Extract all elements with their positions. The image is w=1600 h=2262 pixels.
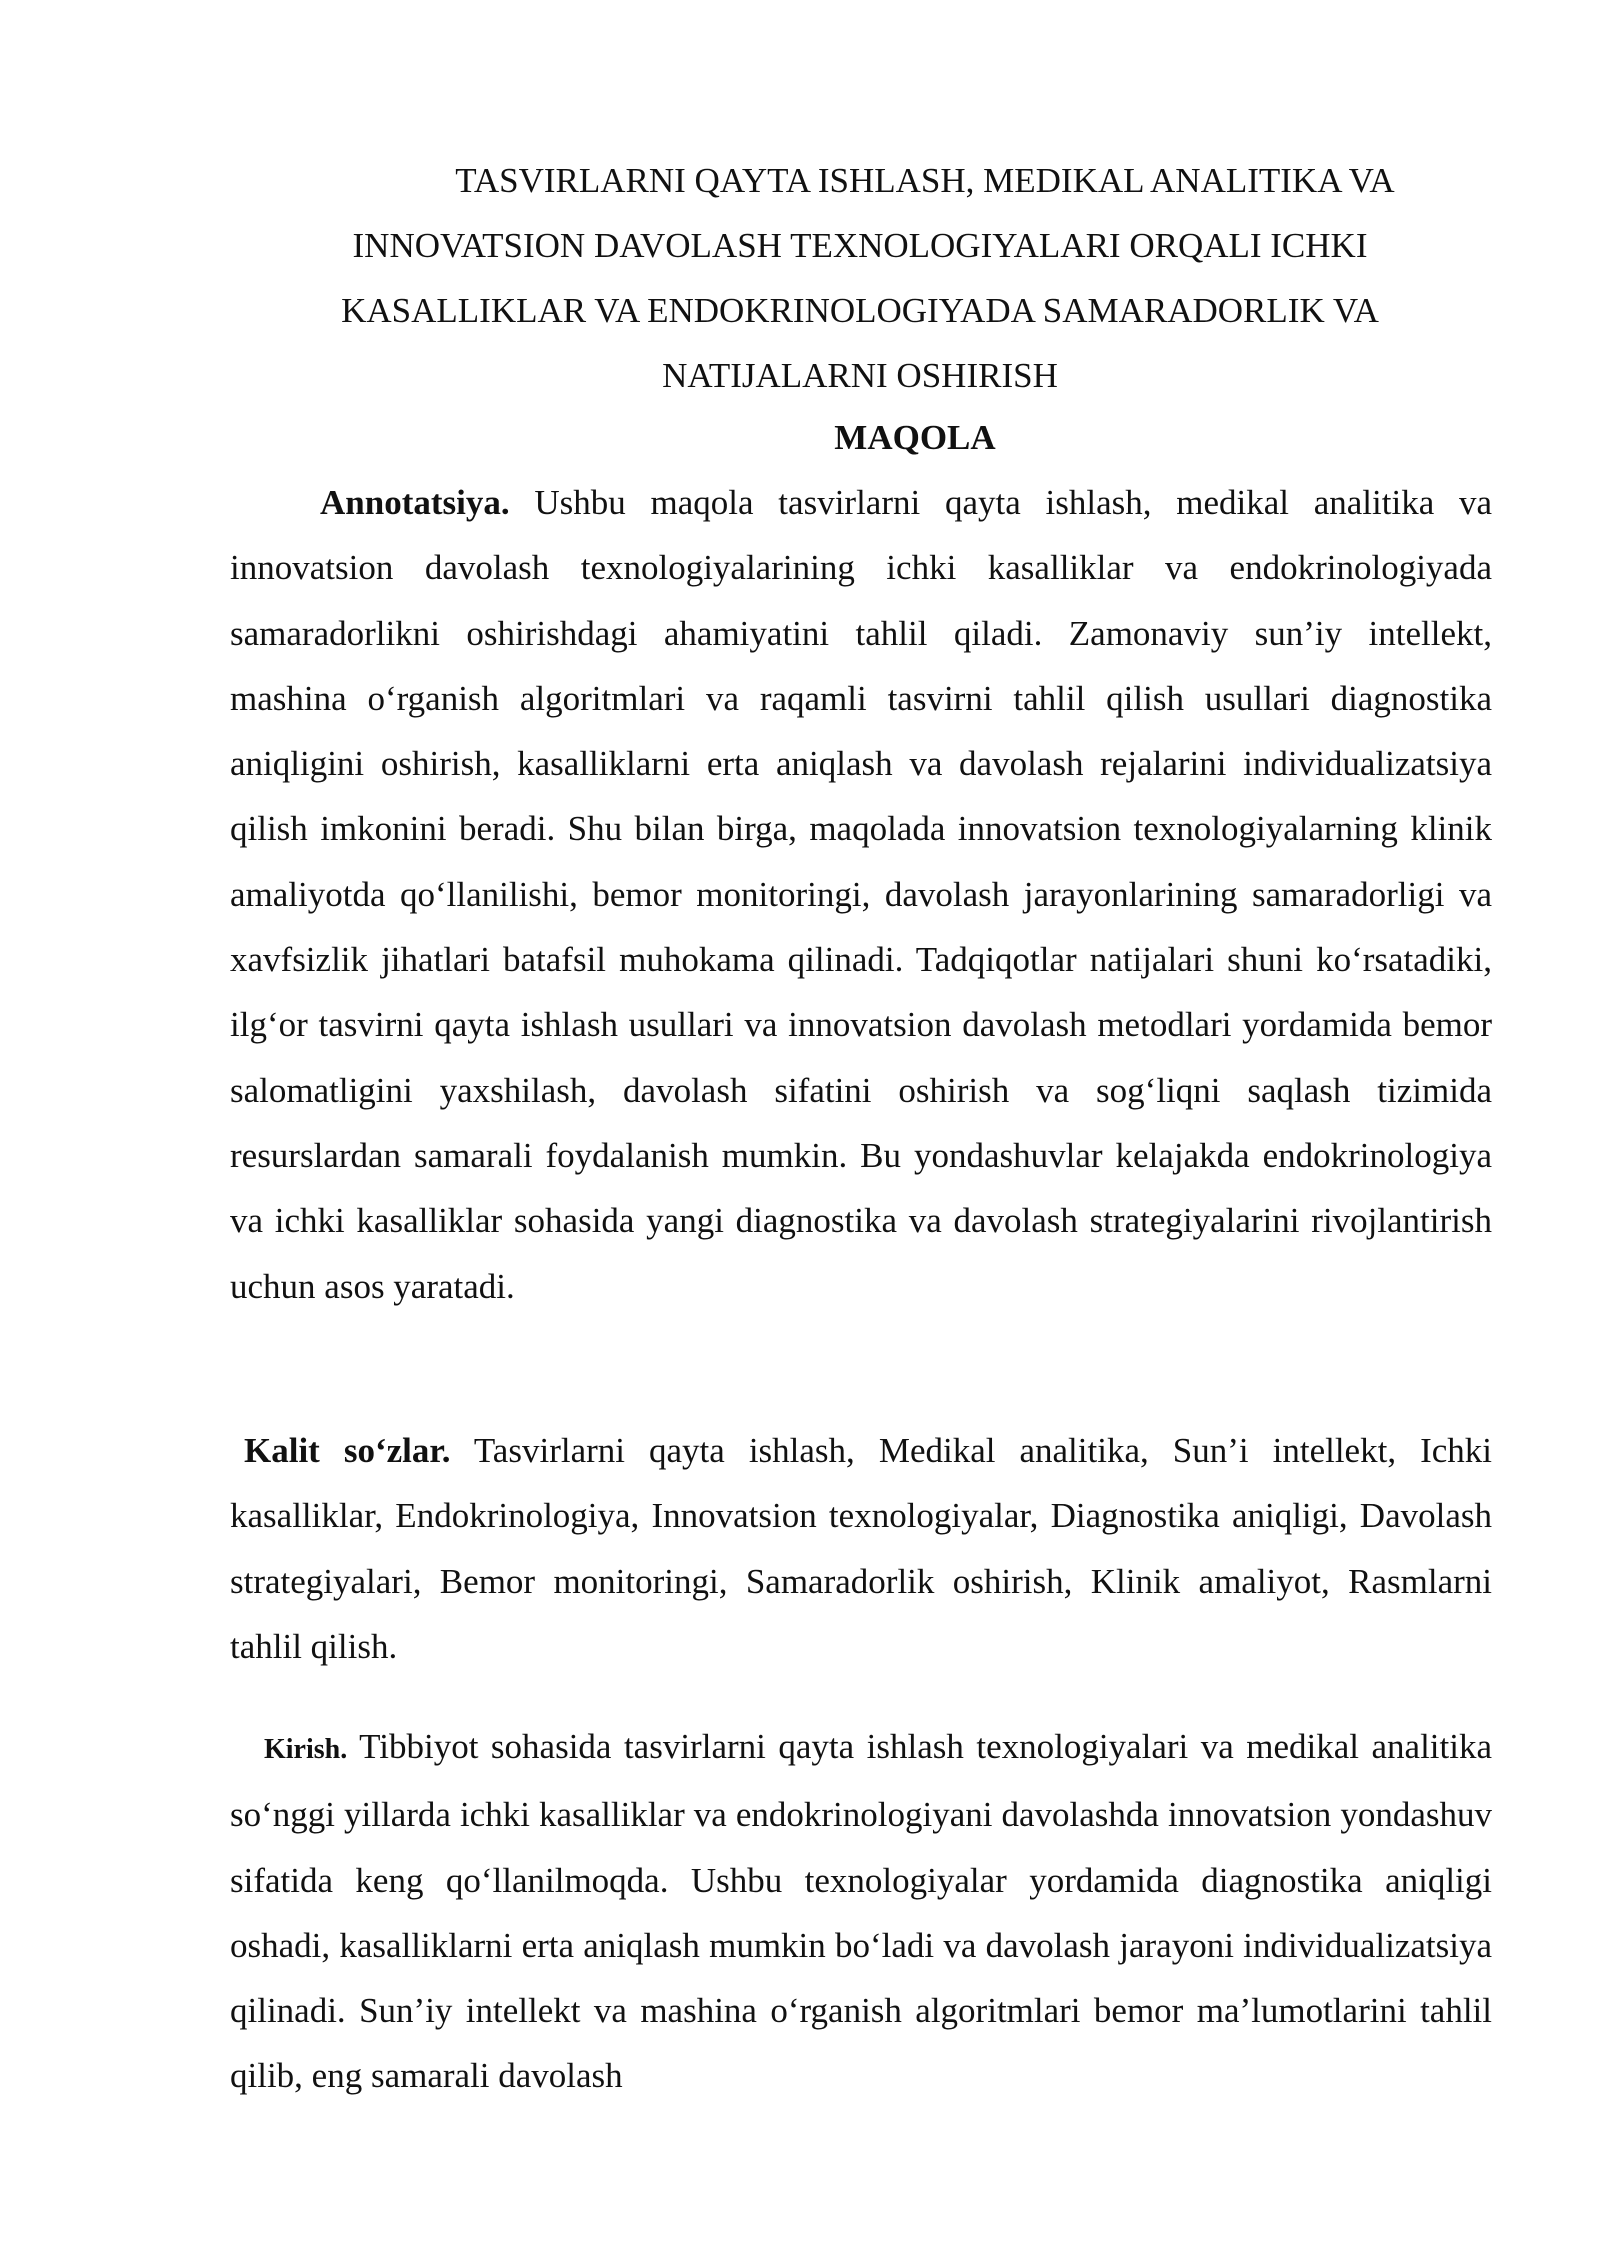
article-title (230, 148, 1490, 408)
abstract-text: Ushbu maqola tasvirlarni qayta ishlash, medikal analitika va innovatsion davolash texnologiyalarining ichki kasalliklar va endokrinologiyada samaradorlikni oshirishdagi ahamiyatini tahlil qiladi. Zamonaviy sun’iy intellekt, mashina o‘rganish algoritmlari va raqamli tasvirni tahlil qilish usullari diagnostika aniqligini oshirish, kasalliklarni erta aniqlash va davolash rejalarini individualizatsiya qilish imkonini beradi. Shu bilan birga, maqolada innovatsion texnologiyalarning klinik amaliyotda qo‘llanilishi, bemor monitoringi, davolash jarayonlarining samaradorligi va xavfsizlik jihatlari batafsil muhokama qilinadi. Tadqiqotlar natijalari shuni ko‘rsatadiki, ilg‘or tasvirni qayta ishlash usullari va innovatsion davolash metodlari yordamida bemor salomatligini yaxshilash, davolash sifatini oshirish va sog‘liqni saqlash tizimida resurslardan samarali foydalanish mumkin. Bu yondashuvlar kelajakda endokrinologiya va ichki kasalliklar sohasida yangi diagnostika va davolash strategiyalarini rivojlantirish uchun asos yaratadi. (230, 483, 1493, 1306)
keywords-paragraph (230, 1418, 1492, 1679)
title-line: TASVIRLARNI QAYTA ISHLASH, MEDIKAL ANALITIKA VA (455, 161, 1395, 200)
abstract-label: Annotatsiya. (320, 483, 510, 522)
title-line: NATIJALARNI OSHIRISH (662, 356, 1058, 395)
intro-paragraph (230, 1714, 1492, 2109)
title-line: KASALLIKLAR VA ENDOKRINOLOGIYADA SAMARADORLIK VA (341, 291, 1379, 330)
abstract-paragraph (230, 470, 1492, 1319)
intro-text: Tibbiyot sohasida tasvirlarni qayta ishlash texnologiyalari va medikal analitika so‘nggi yillarda ichki kasalliklar va endokrinologiyani davolashda innovatsion yondashuv sifatida keng qo‘llanilmoqda. Ushbu texnologiyalar yordamida diagnostika aniqligi oshadi, kasalliklarni erta aniqlash mumkin bo‘ladi va davolash jarayoni individualizatsiya qilinadi. Sun’iy intellekt va mashina o‘rganish algoritmlari bemor ma’lumotlarini tahlil qilib, eng samarali davolash (230, 1727, 1492, 2096)
keywords-text: Tasvirlarni qayta ishlash, Medikal analitika, Sun’i intellekt, Ichki kasalliklar, Endokrinologiya, Innovatsion texnologiyalar, Diagnostika aniqligi, Davolash strategiyalari, Bemor monitoringi, Samaradorlik oshirish, Klinik amaliyot, Rasmlarni tahlil qilish. (230, 1431, 1493, 1666)
intro-label: Kirish. (264, 1734, 348, 1765)
section-heading: MAQOLA (834, 418, 996, 457)
title-line: INNOVATSION DAVOLASH TEXNOLOGIYALARI ORQALI ICHKI (352, 226, 1368, 265)
keywords-label: Kalit so‘zlar. (244, 1431, 451, 1470)
